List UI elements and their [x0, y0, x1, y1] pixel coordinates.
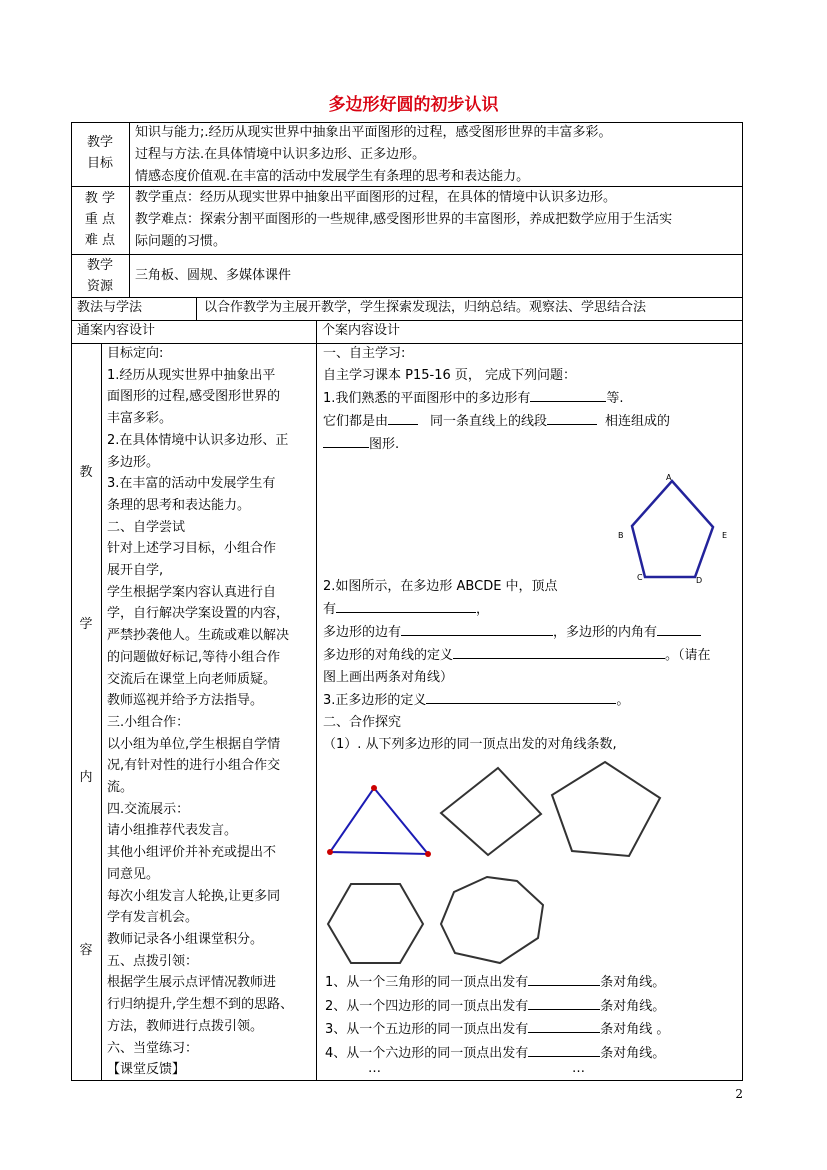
pentagon-abcde-figure [612, 470, 732, 590]
page-number: 2 [735, 1087, 743, 1101]
section2-title: 二、合作探究 [323, 715, 402, 730]
pentagon-shape [552, 762, 660, 856]
vertex-label-a: A [666, 473, 672, 482]
common-design-line: 丰富多彩。 [107, 411, 173, 427]
common-design-line: 五、点拨引领： [107, 953, 199, 969]
common-design-line: 四.交流展示： [107, 801, 190, 817]
content-label-char-4: 容 [79, 943, 93, 958]
question-1a: 1.我们熟悉的平面图形中的多边形有 等. [323, 387, 670, 410]
question-2b: 有 ， [323, 598, 711, 621]
vertex-label-b: B [618, 531, 624, 540]
question-2a: 2.如图所示，在多边形 ABCDE 中，顶点 [323, 579, 558, 594]
methods-text: 以合作教学为主展开教学，学生探索发现法，归纳总结。观察法、学思结合法 [204, 300, 647, 315]
answer-line-1: 1、从一个三角形的同一顶点出发有 条对角线。 [325, 971, 669, 995]
common-design-line: 方法，教师进行点拨引领。 [107, 1018, 264, 1034]
polygons-figure [320, 758, 740, 968]
answer-line-3: 3、从一个五边形的同一顶点出发有 条对角线 。 [325, 1018, 669, 1042]
page-title: 多边形好圆的初步认识 [328, 95, 499, 115]
question-2c: 多边形的边有 ，多边形的内角有 [323, 621, 711, 644]
common-design-line: 根据学生展示点评情况教师进 [107, 975, 277, 991]
common-design-line: 条理的思考和表达能力。 [107, 497, 251, 513]
resources-text: 三角板、圆规、多媒体课件 [135, 268, 292, 283]
section1-title: 一、自主学习: [323, 346, 406, 361]
common-design-line: 2.在具体情境中认识多边形、正 [107, 432, 289, 448]
key-points-label: 教 学 重 点 难 点 [84, 191, 116, 248]
common-design-line: 3.在丰富的活动中发展学生有 [107, 476, 276, 492]
content-label-char-1: 教 [79, 465, 93, 480]
answer-blank[interactable] [530, 387, 606, 402]
answer-line-4: 4、从一个六边形的同一顶点出发有 条对角线。 [325, 1042, 669, 1066]
question-1b: 它们都是由 同一条直线上的线段 相连组成的 [323, 410, 670, 433]
triangle-vertex-point [425, 851, 431, 857]
common-design-line: 六、当堂练习： [107, 1040, 199, 1056]
common-design-line: 多边形。 [107, 454, 160, 470]
triangle-vertex-point [327, 849, 333, 855]
answer-blank[interactable] [528, 1042, 600, 1057]
ellipsis-2: … [572, 1061, 585, 1076]
question-2d: 多边形的对角线的定义 。（请在 [323, 644, 711, 667]
methods-label: 教法与学法 [77, 300, 143, 315]
question-3: 3.正多边形的定义 。 [323, 689, 711, 712]
section1-intro: 自主学习课本 P15-16 页， 完成下列问题： [323, 368, 577, 383]
content-label-char-3: 内 [79, 770, 93, 785]
pentagon-shape [632, 481, 713, 577]
common-design-line: 行归纳提升,学生想不到的思路、 [107, 997, 294, 1013]
common-design-line: 针对上述学习目标，小组合作 [107, 541, 277, 557]
answer-blank[interactable] [528, 995, 600, 1010]
common-design-line: 面图形的过程,感受图形世界的 [107, 389, 281, 405]
common-design-line: 况,有针对性的进行小组合作交 [107, 758, 281, 774]
heptagon-shape [441, 877, 543, 963]
common-design-line: 其他小组评价并补充或提出不 [107, 845, 277, 861]
common-design-line: 学有发言机会。 [107, 910, 199, 926]
answer-blank[interactable] [388, 410, 418, 425]
hexagon-shape [328, 884, 423, 963]
common-design-line: 交流后在课堂上向老师质疑。 [107, 671, 277, 687]
common-design-line: 流。 [107, 780, 134, 796]
common-design-line: 三.小组合作： [107, 714, 190, 730]
individual-design-header: 个案内容设计 [322, 323, 401, 338]
content-label-char-2: 学 [79, 617, 93, 632]
individual-design-content [323, 343, 670, 456]
question-2e: 图上画出两条对角线） [323, 670, 454, 685]
common-design-line: 1.经历从现实世界中抽象出平 [107, 367, 276, 383]
common-design-line: 目标定向: [107, 346, 164, 361]
common-design-line: 同意见。 [107, 866, 160, 882]
common-design-header: 通案内容设计 [77, 323, 156, 338]
answer-blank[interactable] [323, 433, 369, 448]
common-design-line: 教师巡视并给予方法指导。 [107, 693, 264, 709]
common-design-line: 【课堂反馈】 [107, 1062, 186, 1078]
common-design-line: 展开自学, [107, 563, 164, 579]
vertex-label-d: D [696, 576, 703, 585]
common-design-line: 严禁抄袭他人。生疏或难以解决 [107, 628, 290, 644]
answer-blank[interactable] [401, 621, 553, 636]
diagonal-answers [325, 971, 669, 1065]
common-design-content [107, 343, 293, 1081]
resources-label: 教学 资源 [86, 258, 113, 294]
quadrilateral-shape [441, 768, 541, 855]
triangle-vertex-point [371, 785, 377, 791]
answer-blank[interactable] [528, 971, 600, 986]
answer-blank[interactable] [336, 598, 476, 613]
answer-blank[interactable] [426, 689, 616, 704]
ellipsis-1: … [368, 1061, 381, 1076]
common-design-line: 二、自学尝试 [107, 519, 186, 535]
objectives-label: 教学 目标 [86, 135, 113, 171]
common-design-line: 的问题做好标记,等待小组合作 [107, 649, 281, 665]
question-1c: 图形. [323, 433, 670, 456]
common-design-line: 学生根据学案内容认真进行自 [107, 584, 277, 600]
key-points-text: 教学重点：经历从现实世界中抽象出平面图形的过程，在具体的情境中认识多边形。 教学难点：探索分割平面图形的一些规律,感受图形世界的丰富图形，养成把数学应用于生活实 际问题的习惯。 [135, 190, 673, 249]
vertex-label-e: E [722, 531, 728, 540]
triangle-shape [330, 788, 428, 854]
questions-2-3 [323, 576, 711, 756]
explore-intro: （1）. 从下列多边形的同一顶点出发的对角线条数, [323, 737, 617, 752]
common-design-line: 学，自行解决学案设置的内容， [107, 606, 290, 622]
common-design-line: 教师记录各小组课堂积分。 [107, 931, 264, 947]
answer-blank[interactable] [547, 410, 597, 425]
common-design-line: 请小组推荐代表发言。 [107, 823, 238, 839]
answer-line-2: 2、从一个四边形的同一顶点出发有 条对角线。 [325, 995, 669, 1019]
answer-blank[interactable] [657, 621, 701, 636]
common-design-line: 以小组为单位,学生根据自学情 [107, 736, 281, 752]
common-design-line: 每次小组发言人轮换,让更多同 [107, 888, 281, 904]
objectives-text: 知识与能力;.经历从现实世界中抽象出平面图形的过程，感受图形世界的丰富多彩。 过程与方法.在具体情境中认识多边形、正多边形。 情感态度价值观.在丰富的活动中发展学生有条理的思考和表达能力。 [135, 125, 612, 184]
vertex-label-c: C [637, 573, 643, 582]
answer-blank[interactable] [528, 1018, 600, 1033]
answer-blank[interactable] [453, 644, 665, 659]
